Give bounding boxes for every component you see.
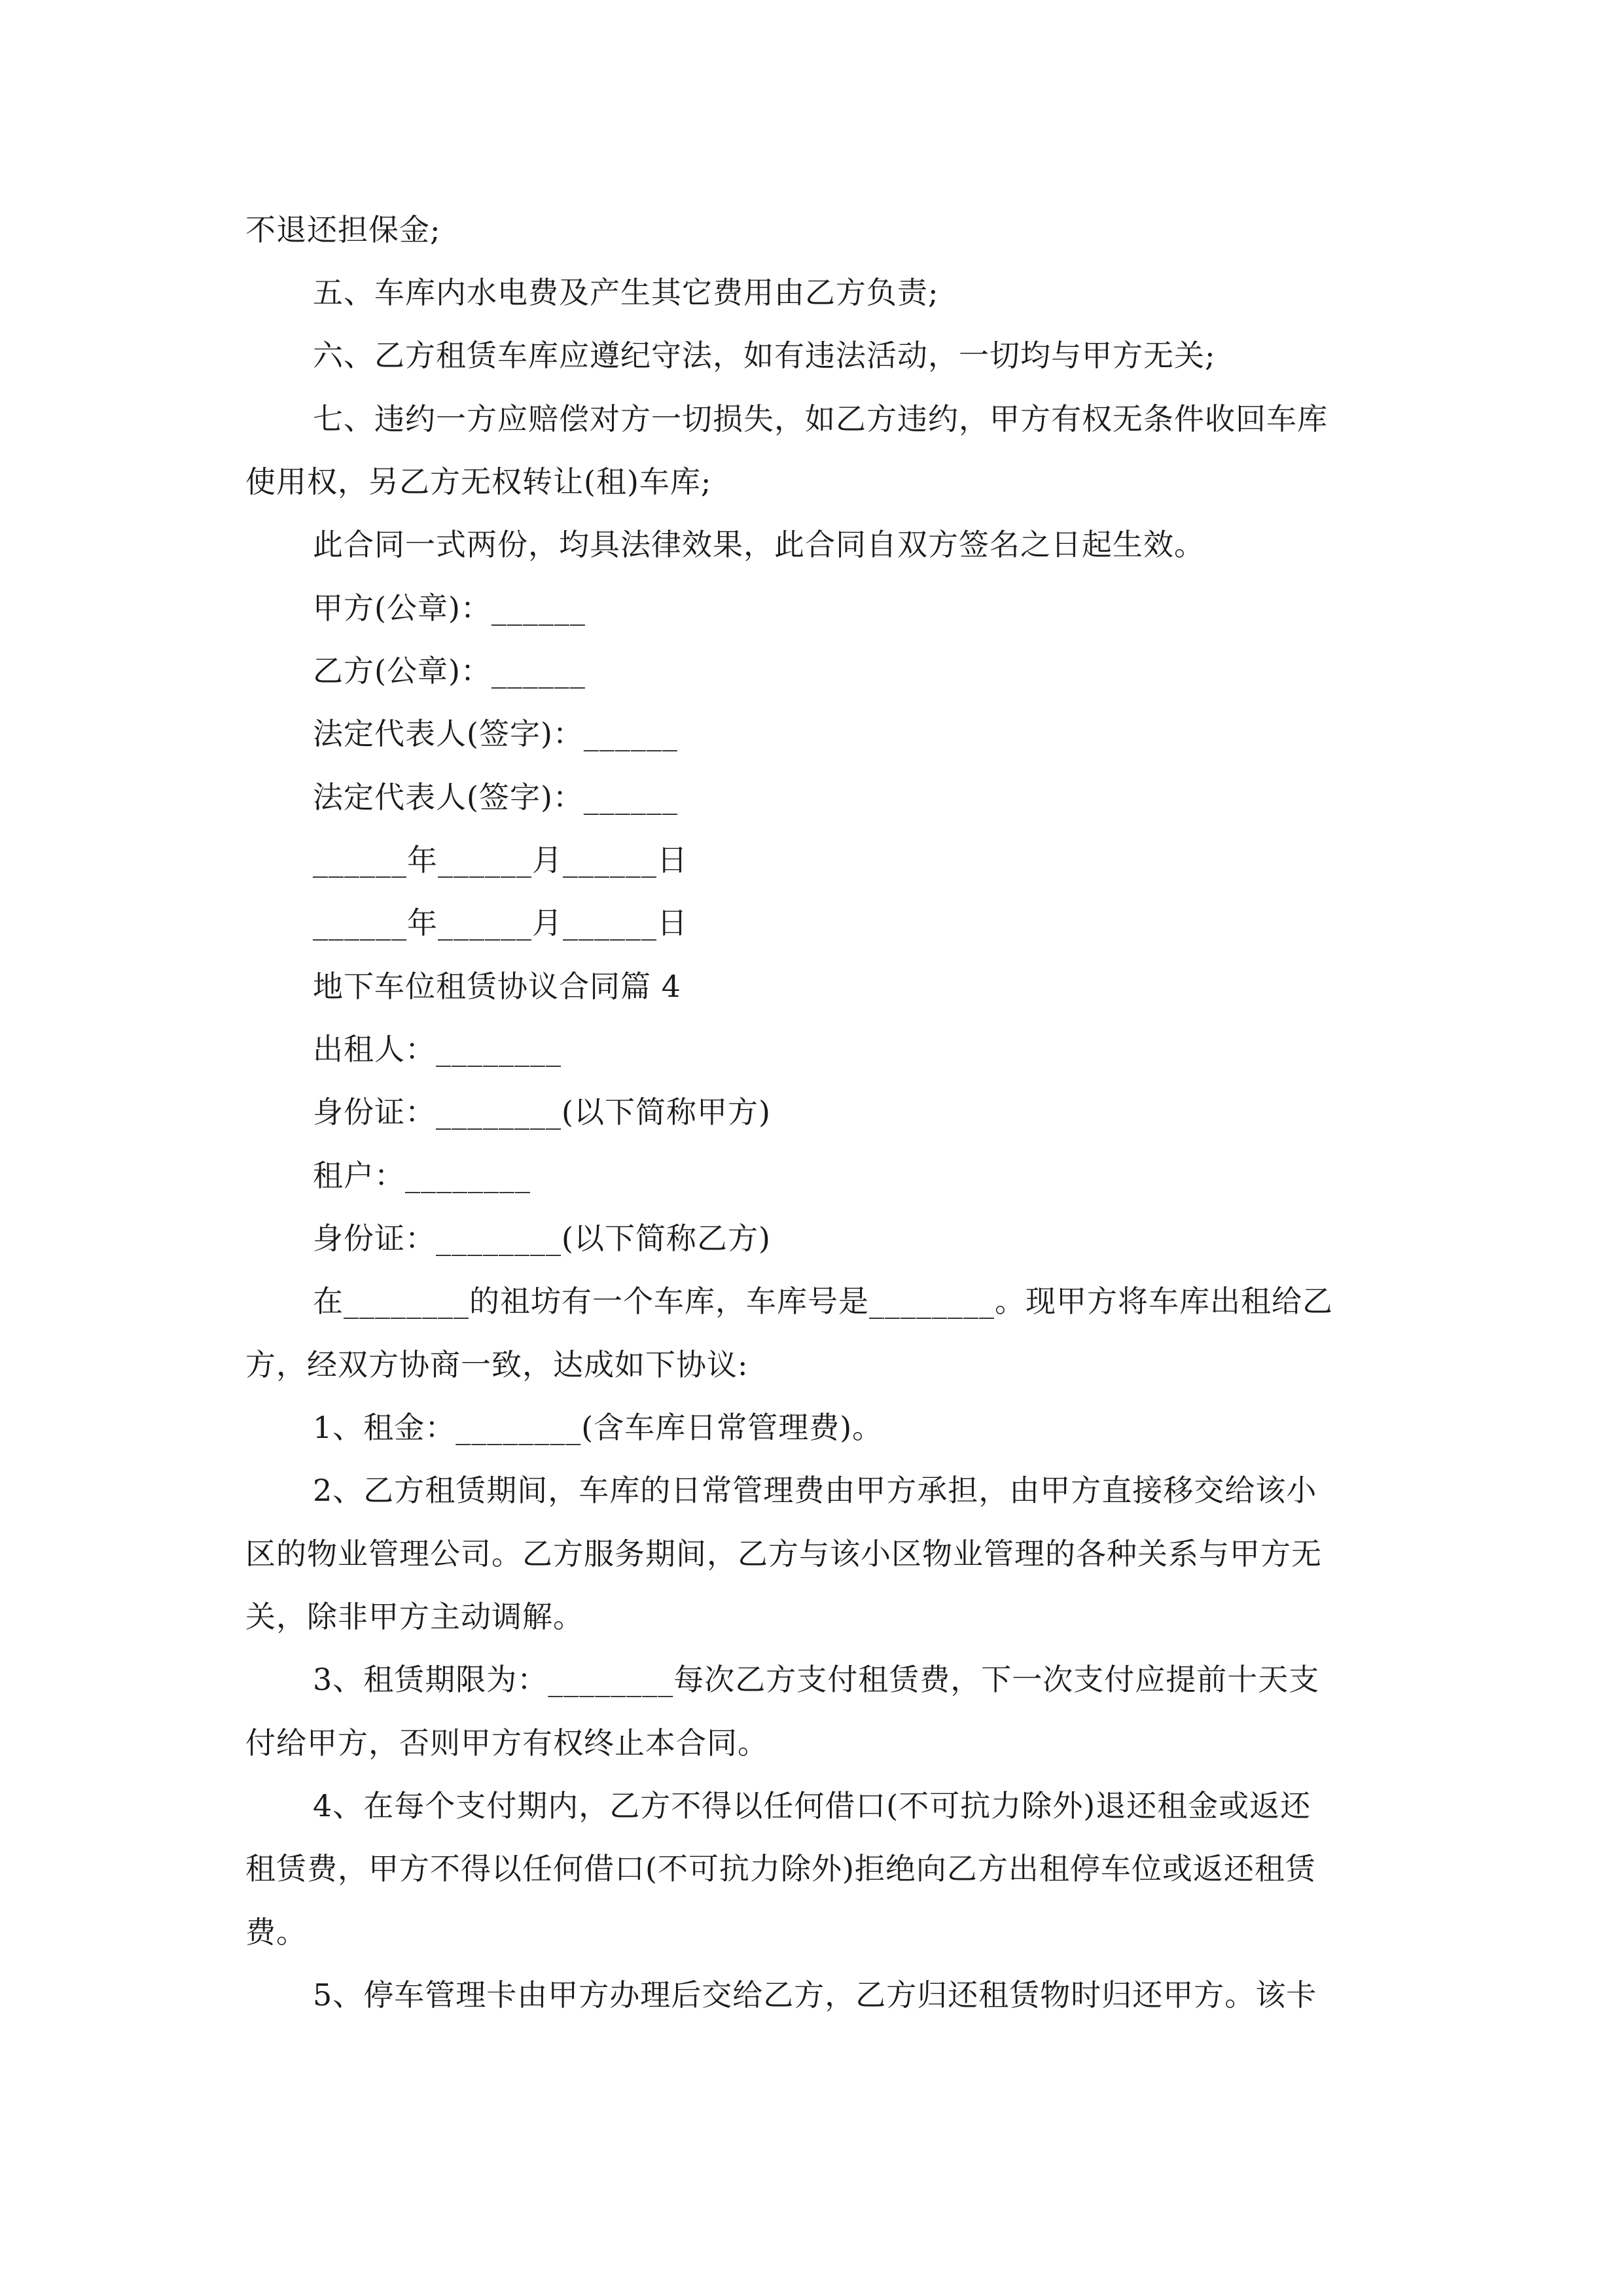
text-line: 2、乙方租赁期间，车库的日常管理费由甲方承担，由甲方直接移交给该小 [313, 1473, 1317, 1508]
text-line: 方，经双方协商一致，达成如下协议: [245, 1347, 749, 1382]
text-line: 租赁费，甲方不得以任何借口(不可抗力除外)拒绝向乙方出租停车位或返还租赁 [245, 1851, 1316, 1886]
signature-rep-b: 法定代表人(签字)：______ [313, 780, 678, 815]
text-line: 不退还担保金; [245, 212, 441, 247]
date-line: ______年______月______日 [313, 842, 688, 878]
text-line: 出租人：________ [313, 1031, 562, 1067]
text-line: 区的物业管理公司。乙方服务期间，乙方与该小区物业管理的各种关系与甲方无 [245, 1536, 1322, 1571]
text-line: 关，除非甲方主动调解。 [245, 1599, 584, 1634]
text-line: 使用权，另乙方无权转让(租)车库; [245, 464, 712, 499]
text-line: 七、违约一方应赔偿对方一切损失，如乙方违约，甲方有权无条件收回车库 [313, 401, 1328, 437]
text-line: 4、在每个支付期内，乙方不得以任何借口(不可抗力除外)退还租金或返还 [313, 1788, 1311, 1823]
text-line: 在________的祖坊有一个车库，车库号是________。现甲方将车库出租给乙 [313, 1283, 1333, 1319]
text-line: 五、车库内水电费及产生其它费用由乙方负责; [313, 275, 939, 310]
section-heading: 地下车位租赁协议合同篇 4 [313, 969, 681, 1004]
text-line: 费。 [245, 1914, 307, 1950]
text-line: 5、停车管理卡由甲方办理后交给乙方，乙方归还租赁物时归还甲方。该卡 [313, 1977, 1317, 2013]
text-line: 付给甲方，否则甲方有权终止本合同。 [245, 1725, 768, 1761]
text-line: 3、租赁期限为：________每次乙方支付租赁费，下一次支付应提前十天支 [313, 1662, 1320, 1697]
text-line: 身份证：________(以下简称甲方) [313, 1094, 771, 1130]
text-line: 身份证：________(以下简称乙方) [313, 1221, 771, 1256]
signature-party-b: 乙方(公章)：______ [313, 653, 586, 689]
signature-party-a: 甲方(公章)：______ [313, 590, 586, 626]
signature-rep-a: 法定代表人(签字)：______ [313, 716, 678, 751]
text-line: 1、租金：________(含车库日常管理费)。 [313, 1410, 883, 1445]
date-line: ______年______月______日 [313, 905, 688, 941]
text-line: 六、乙方租赁车库应遵纪守法，如有违法活动，一切均与甲方无关; [313, 338, 1216, 373]
text-line: 此合同一式两份，均具法律效果，此合同自双方签名之日起生效。 [313, 527, 1205, 562]
text-line: 租户：________ [313, 1158, 531, 1193]
